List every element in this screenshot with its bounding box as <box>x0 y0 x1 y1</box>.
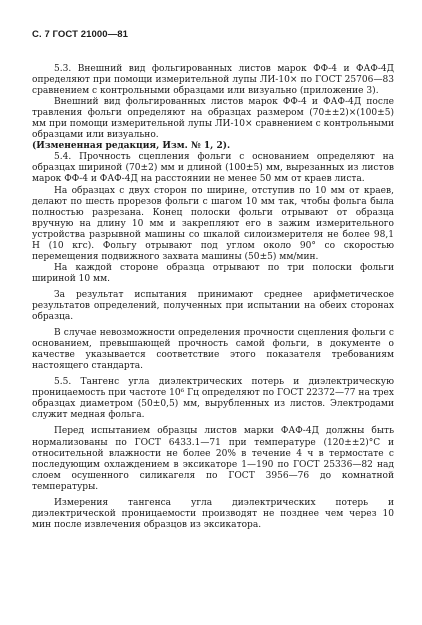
paragraph-impossibility: В случае невозможности определения прочности сцепления фольги с основанием, превышающей прочность самой фольги, в документе о качестве указывается соответствие этого показателя требованиям настоящего стандарта. <box>32 328 394 372</box>
paragraph-strips: На каждой стороне образца отрывают по три полоски фольги шириной 10 мм. <box>32 262 394 284</box>
paragraph-measurement: Измерения тангенса угла диэлектрических потерь и диэлектрической проницаемости производят не позднее чем через 10 мин после извлечения образцов из эксикатора. <box>32 497 394 530</box>
paragraph-normalization: Перед испытанием образцы листов марки ФАФ-4Д должны быть нормализованы по ГОСТ 6433.1—71 при температуре (120±±2)°С и относительной влажности не более 20% в течение 4 ч в термостате с последующим охлаждением в эксикаторе 1—190 по ГОСТ 25336—82 над слоем осушенного силикагеля по ГОСТ 3956—76 до комнатной температуры. <box>32 426 394 492</box>
document-body <box>32 64 394 531</box>
amendment-note: (Измененная редакция, Изм. № 1, 2). <box>32 141 231 152</box>
paragraph-cuts: На образцах с двух сторон по ширине, отступив по 10 мм от краев, делают по шесть прорезов фольги с шагом 10 мм так, чтобы фольга была полностью разрезана. Конец полоски фольги отрывают от образца вручную на длину 10 мм и закрепляют его в зажим измерительного устройства разрывной машины со шкалой силоизмерителя не более 98,1 Н (10 кгс). Фольгу отрывают под углом около 90° со скоростью перемещения подвижного захвата машины (50±5) мм/мин. <box>32 185 394 262</box>
paragraph-result: За результат испытания принимают среднее арифметическое результатов определений, полученных при испытании на обеих сторонах образца. <box>32 289 394 323</box>
paragraph-5-3-appearance: Внешний вид фольгированных листов марок ФФ-4 и ФАФ-4Д после травления фольги определяют на образцах размером (70±±2)×(100±5) мм при помощи измерительной лупы ЛИ-10× сравнением с контрольными образцами или визуально. <box>32 97 394 141</box>
paragraph-5-3: 5.3. Внешний вид фольгированных листов марок ФФ-4 и ФАФ-4Д определяют при помощи измерительной лупы ЛИ-10× по ГОСТ 25706—83 сравнением с контрольными образцами или визуально (приложение 3). <box>32 64 394 97</box>
paragraph-5-4: 5.4. Прочность сцепления фольги с основанием определяют на образцах шириной (70±2) мм и длиной (100±5) мм, вырезанных из листов марок ФФ-4 и ФАФ-4Д на расстоянии не менее 50 мм от краев листа. <box>32 152 394 185</box>
page-header: С. 7 ГОСТ 21000—81 <box>32 29 129 40</box>
paragraph-5-5: 5.5. Тангенс угла диэлектрических потерь и диэлектрическую проницаемость при частоте 10⁶ Гц определяют по ГОСТ 22372—77 на трех образцах диаметром (50±0,5) мм, вырубленных из листов. Электродами служит медная фольга. <box>32 377 394 421</box>
